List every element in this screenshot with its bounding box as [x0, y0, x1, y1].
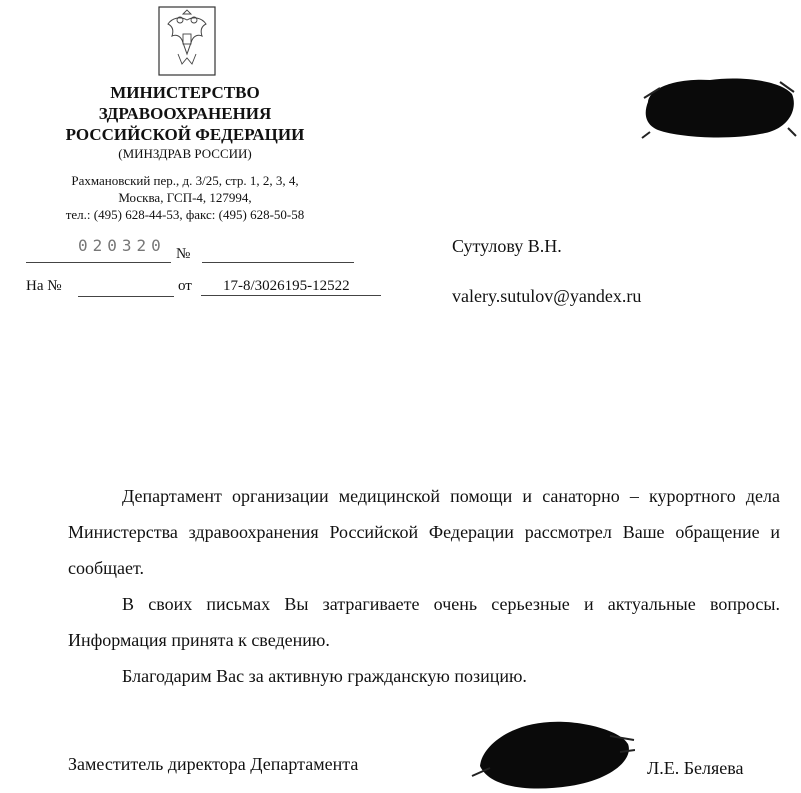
ministry-short-name: (МИНЗДРАВ РОССИИ)	[118, 146, 252, 161]
recipient-name: Сутулову В.Н.	[452, 236, 562, 256]
recipient-email: valery.sutulov@yandex.ru	[452, 286, 642, 306]
registration-number-line	[26, 236, 356, 266]
signatory-name: Л.Е. Беляева	[647, 758, 744, 778]
body-paragraph: Благодарим Вас за активную гражданскую позицию.	[122, 666, 527, 686]
address-line: Москва, ГСП-4, 127994,	[118, 190, 252, 205]
ministry-line: РОССИЙСКОЙ ФЕДЕРАЦИИ	[65, 125, 305, 144]
ministry-name-block	[30, 82, 340, 163]
signature-redaction	[470, 716, 635, 793]
ministry-line: ЗДРАВООХРАНЕНИЯ	[98, 104, 272, 123]
reference-line	[26, 278, 386, 302]
address-line: тел.: (495) 628-44-53, факс: (495) 628-50-58	[65, 207, 305, 222]
coat-of-arms-icon	[158, 6, 216, 76]
ref-prefix: На №	[26, 278, 62, 294]
body-paragraph: Департамент организации медицинской помощи и санаторно – курортного дела Министерства здравоохранения Российской Федерации рассмотрел Ваше обращение и сообщает.	[68, 486, 780, 578]
number-field-blank	[202, 242, 354, 263]
ministry-line: МИНИСТЕРСТВО	[110, 83, 260, 102]
ministry-address	[30, 172, 340, 223]
number-sign: №	[176, 246, 191, 262]
redaction-mark	[640, 72, 798, 142]
signatory-title: Заместитель директора Департамента	[68, 754, 359, 774]
ref-from-label: от	[178, 278, 192, 294]
letter-body	[68, 478, 780, 694]
body-paragraph: В своих письмах Вы затрагиваете очень серьезные и актуальные вопросы. Информация принята к сведению.	[68, 594, 780, 650]
registration-stamp: 020320	[78, 236, 166, 255]
ref-field-blank	[78, 278, 174, 297]
ref-number: 17-8/3026195-12522	[201, 278, 381, 296]
address-line: Рахмановский пер., д. 3/25, стр. 1, 2, 3, 4,	[71, 173, 299, 188]
